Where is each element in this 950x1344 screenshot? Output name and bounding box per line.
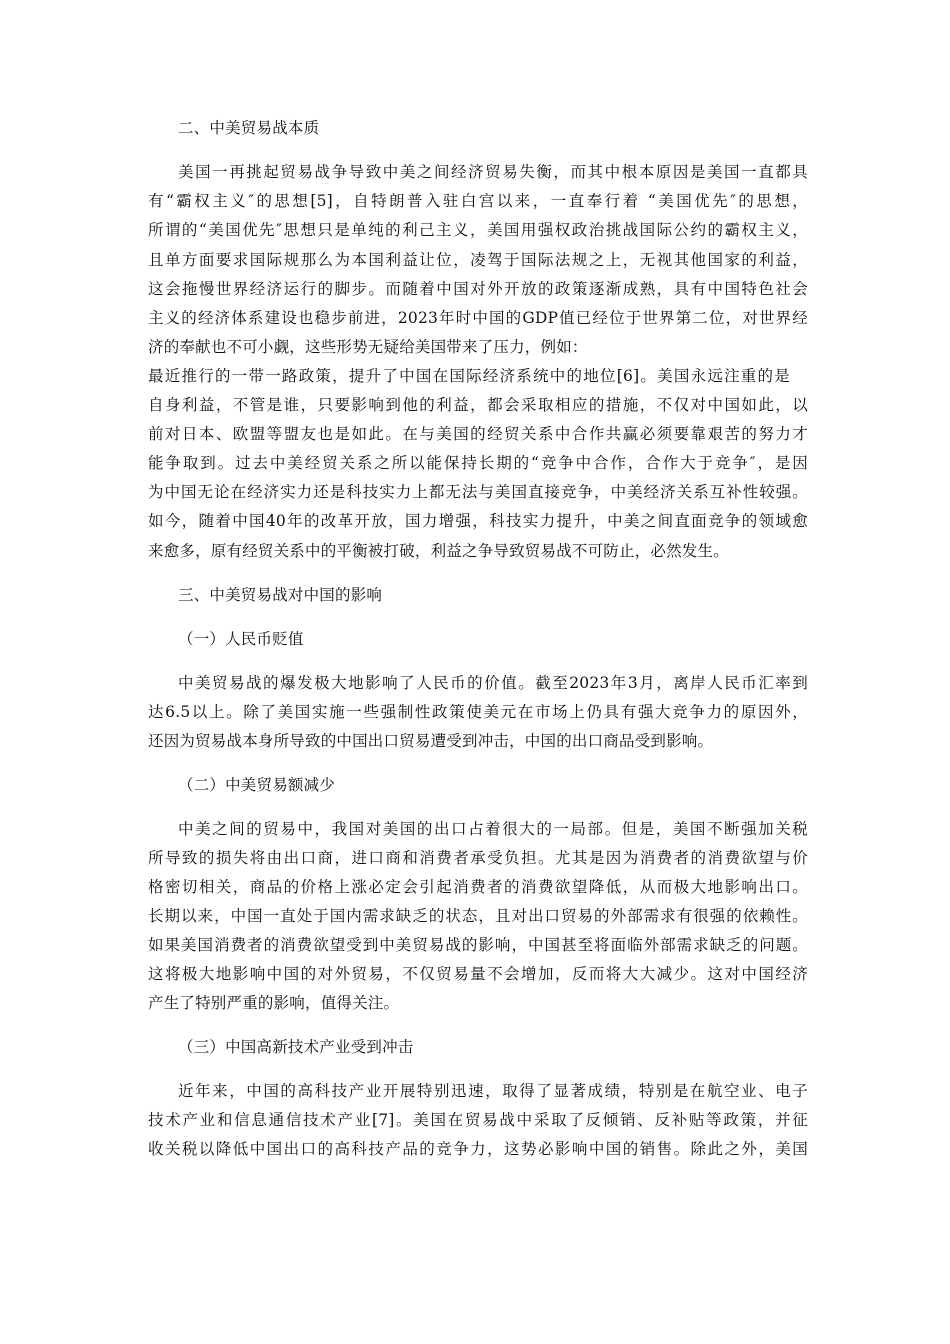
text-line: 为中国无论在经济实力还是科技实力上都无法与美国直接竞争，中美经济关系互补性较强。	[148, 483, 808, 501]
text-line: 如今，随着中国40年的改革开放，国力增强，科技实力提升，中美之间直面竞争的领域愈	[148, 512, 808, 530]
text-line: 前对日本、欧盟等盟友也是如此。在与美国的经贸关系中合作共赢必须要靠艰苦的努力才	[148, 425, 808, 443]
text-line: 近年来，中国的高科技产业开展特别迅速，取得了显著成绩，特别是在航空业、电子	[178, 1082, 808, 1100]
text-line: 美国一再挑起贸易战争导致中美之间经济贸易失衡，而其中根本原因是美国一直都具	[178, 163, 808, 181]
subheading-3: （三）中国高新技术产业受到冲击	[178, 1038, 414, 1056]
text-line: 达6.5以上。除了美国实施一些强制性政策使美元在市场上仍具有强大竞争力的原因外，	[148, 703, 808, 721]
text-line: 所导致的损失将由出口商，进口商和消费者承受负担。尤其是因为消费者的消费欲望与价	[148, 849, 808, 867]
subheading-2: （二）中美贸易额减少	[178, 776, 336, 794]
text-line: 能争取到。过去中美经贸关系之所以能保持长期的“竞争中合作，合作大于竞争″，是因	[148, 454, 808, 472]
subheading-1: （一）人民币贬值	[178, 630, 304, 648]
section-heading-3: 三、中美贸易战对中国的影响	[178, 586, 383, 604]
text-line: 格密切相关，商品的价格上涨必定会引起消费者的消费欲望降低，从而极大地影响出口。	[148, 878, 808, 896]
text-line: 中美贸易战的爆发极大地影响了人民币的价值。截至2023年3月，离岸人民币汇率到	[178, 674, 808, 692]
text-line: 且单方面要求国际规那么为本国利益让位，凌驾于国际法规之上，无视其他国家的利益，	[148, 251, 808, 269]
text-line: 所谓的“美国优先″思想只是单纯的利己主义，美国用强权政治挑战国际公约的霸权主义，	[148, 221, 808, 239]
section-heading-2: 二、中美贸易战本质	[178, 119, 320, 137]
text-line: 济的奉献也不可小觑，这些形势无疑给美国带来了压力，例如：	[148, 338, 588, 356]
text-line: 这会拖慢世界经济运行的脚步。而随着中国对外开放的政策逐渐成熟，具有中国特色社会	[148, 280, 808, 298]
text-line: 主义的经济体系建设也稳步前进，2023年时中国的GDP值已经位于世界第二位，对世界经	[148, 309, 808, 327]
text-line: 技术产业和信息通信技术产业[7]。美国在贸易战中采取了反倾销、反补贴等政策，并征	[148, 1111, 808, 1129]
text-line: 这将极大地影响中国的对外贸易，不仅贸易量不会增加，反而将大大减少。这对中国经济	[148, 965, 808, 983]
text-line: 中美之间的贸易中，我国对美国的出口占着很大的一局部。但是，美国不断强加关税	[178, 820, 808, 838]
text-line: 来愈多，原有经贸关系中的平衡被打破，利益之争导致贸易战不可防止，必然发生。	[148, 542, 729, 560]
text-line: 如果美国消费者的消费欲望受到中美贸易战的影响，中国甚至将面临外部需求缺乏的问题。	[148, 936, 808, 954]
text-line: 自身利益，不管是谁，只要影响到他的利益，都会采取相应的措施，不仅对中国如此，以	[148, 396, 808, 414]
text-line: 还因为贸易战本身所导致的中国出口贸易遭受到冲击，中国的出口商品受到影响。	[148, 732, 714, 750]
text-line: 收关税以降低中国出口的高科技产品的竞争力，这势必影响中国的销售。除此之外，美国	[148, 1140, 808, 1158]
text-line: 产生了特别严重的影响，值得关注。	[148, 994, 400, 1012]
text-line: 长期以来，中国一直处于国内需求缺乏的状态，且对出口贸易的外部需求有很强的依赖性。	[148, 907, 808, 925]
text-line: 最近推行的一带一路政策，提升了中国在国际经济系统中的地位[6]。美国永远注重的是	[148, 367, 790, 385]
text-line: 有“霸权主义″的思想[5]，自特朗普入驻白宫以来，一直奉行着 “美国优先″的思想，	[148, 192, 808, 210]
